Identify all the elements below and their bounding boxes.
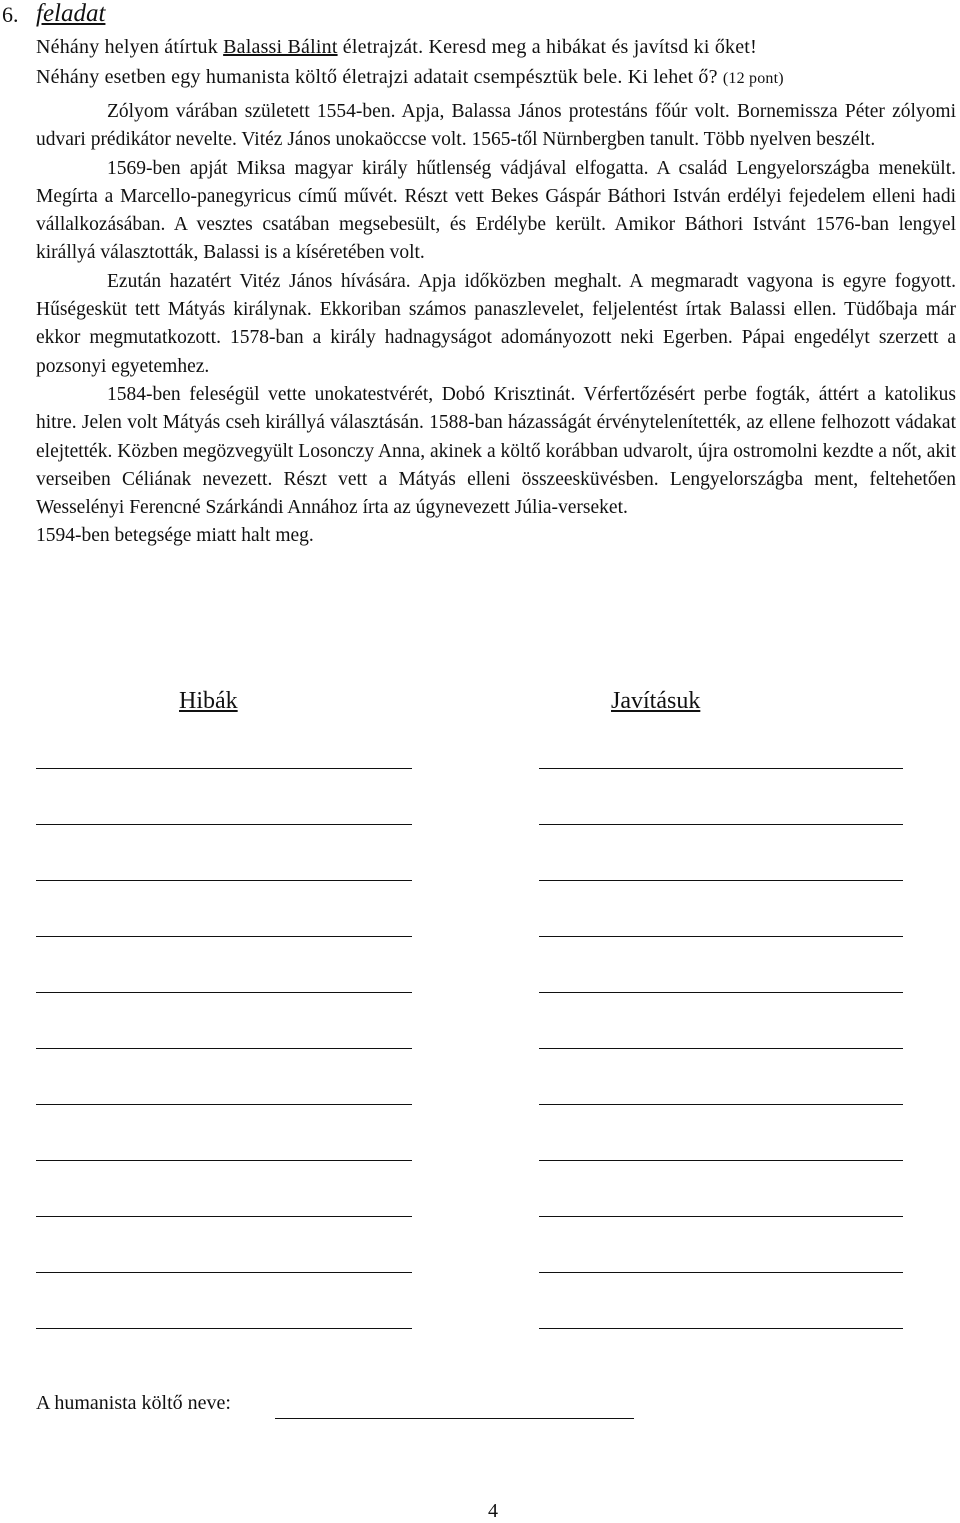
error-answer-line[interactable] <box>36 1160 412 1161</box>
error-answer-line[interactable] <box>36 936 412 937</box>
correction-answer-line[interactable] <box>539 1272 903 1273</box>
task-number: 6. <box>2 2 19 27</box>
error-answer-line[interactable] <box>36 824 412 825</box>
error-answer-line[interactable] <box>36 880 412 881</box>
instruction-question: Néhány esetben egy humanista költő életrajzi adatait csempésztük bele. Ki lehet ő? <box>36 66 718 88</box>
poet-name-question <box>36 1392 231 1415</box>
poet-name-blank[interactable] <box>275 1418 634 1419</box>
correction-answer-line[interactable] <box>539 992 903 993</box>
biography-paragraph: Zólyom várában született 1554-ben. Apja, Balassa János protestáns főúr volt. Bornemissza Péter zólyomi udvari prédikátor nevelte. Vitéz János unokaöccse volt. 1565-től Nürnbergben tanult. Több nyelven beszélt. <box>36 101 956 151</box>
instruction-line-1 <box>36 36 757 59</box>
correction-answer-line[interactable] <box>539 1048 903 1049</box>
points-label: (12 pont) <box>722 70 784 87</box>
instruction-text: Néhány helyen átírtuk <box>36 36 224 58</box>
correction-answer-line[interactable] <box>539 1160 903 1161</box>
biography-paragraph: 1584-ben feleségül vette unokatestvérét, Dobó Krisztinát. Vérfertőzésért perbe fogták, áttért a katolikus hitre. Jelen volt Mátyás cseh királlyá választásán. 1588-ban házasságát érvénytelenítették, az ellene felhozott vádakat elejtették. Közben megözvegyült Losonczy Anna, akinek a költő korábban udvarolt, újra ostromolni kezdte a nőt, akit verseiben Céliának nevezett. Részt vett a Mátyás elleni összeesküvésben. Lengyelországba ment, feltehetően Wesselényi Ferencné Szárkándi Annához írta az úgynevezett Júlia-verseket. <box>36 383 956 519</box>
error-answer-line[interactable] <box>36 992 412 993</box>
error-answer-line[interactable] <box>36 1328 412 1329</box>
biography-paragraph: 1594-ben betegsége miatt halt meg. <box>36 525 314 547</box>
correction-answer-line[interactable] <box>539 936 903 937</box>
error-answer-line[interactable] <box>36 1272 412 1273</box>
error-answer-line[interactable] <box>36 1104 412 1105</box>
instruction-line-2 <box>36 66 784 89</box>
correction-answer-line[interactable] <box>539 824 903 825</box>
correction-answer-line[interactable] <box>539 880 903 881</box>
correction-answer-line[interactable] <box>539 1216 903 1217</box>
poet-name: Balassi Bálint <box>223 36 338 58</box>
instruction-text: életrajzát. Keresd meg a hibákat és javítsd ki őket! <box>337 36 757 58</box>
correction-answer-line[interactable] <box>539 1328 903 1329</box>
error-answer-line[interactable] <box>36 1216 412 1217</box>
biography-paragraph: 1569-ben apját Miksa magyar király hűtlenség vádjával elfogatta. A család Lengyelországba menekült. Megírta a Marcello-panegyricus című művét. Részt vett Bekes Gáspár Báthori István erdélyi fejedelem elleni hadi vállalkozásában. A vesztes csatában megsebesült, és Erdélybe került. Amikor Báthori Istvánt 1576-ban lengyel királlyá választották, Balassi is a kíséretében volt. <box>36 157 956 264</box>
error-answer-line[interactable] <box>36 1048 412 1049</box>
task-title: feladat <box>36 0 106 27</box>
correction-answer-line[interactable] <box>539 1104 903 1105</box>
error-answer-line[interactable] <box>36 768 412 769</box>
biography-paragraph: Ezután hazatért Vitéz János hívására. Apja időközben meghalt. A megmaradt vagyona is egyre fogyott. Hűségesküt tett Mátyás királynak. Ekkoriban számos panaszlevelet, feljelentést írtak Balassi ellen. Tüdőbaja már ekkor megmutatkozott. 1578-ban a király hadnagyságot adományozott neki Egerben. Pápai engedélyt szerzett a pozsonyi egyetemhez. <box>36 270 956 377</box>
page-number: 4 <box>488 1500 498 1522</box>
correction-answer-line[interactable] <box>539 768 903 769</box>
corrections-heading: Javításuk <box>611 688 701 714</box>
biography-text <box>36 98 956 551</box>
errors-heading: Hibák <box>179 688 238 714</box>
poet-name-label: A humanista költő neve: <box>36 1392 231 1414</box>
